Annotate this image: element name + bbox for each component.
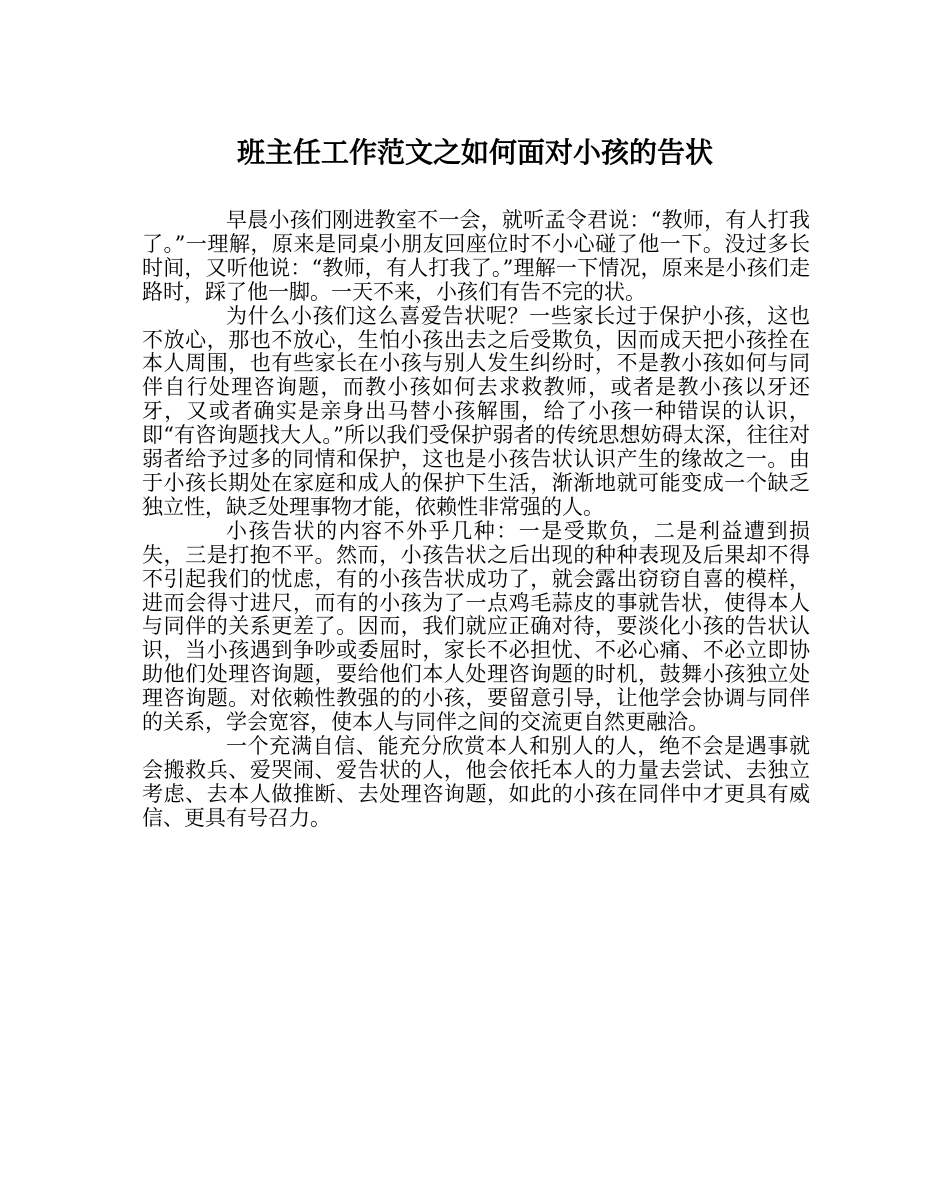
document-body	[142, 209, 810, 831]
paragraph-1: 早晨小孩们刚进教室不一会，就听孟令君说：“教师，有人打我了。”一理解，原来是同桌小朋友回座位时不小心碰了他一下。没过多长时间，又听他说：“教师，有人打我了。”理解一下情况，原来是小孩们走路时，踩了他一脚。一天不来，小孩们有告不完的状。	[142, 208, 810, 304]
page-title: 班主任工作范文之如何面对小孩的告状	[236, 136, 713, 169]
paragraph-4: 一个充满自信、能充分欣赏本人和别人的人，绝不会是遇事就会搬救兵、爱哭闹、爱告状的人，他会依托本人的力量去尝试、去独立考虑、去本人做推断、去处理咨询题，如此的小孩在同伴中才更具有威信、更具有号召力。	[142, 733, 810, 830]
paragraph-3: 小孩告状的内容不外乎几种：一是受欺负，二是利益遭到损失，三是打抱不平。然而，小孩告状之后出现的种种表现及后果却不得不引起我们的忧虑，有的小孩告状成功了，就会露出窃窃自喜的模样，进而会得寸进尺，而有的小孩为了一点鸡毛蒜皮的事就告状，使得本人与同伴的关系更差了。因而，我们就应正确对待，要淡化小孩的告状认识，当小孩遇到争吵或委屈时，家长不必担忧、不必心痛、不必立即协助他们处理咨询题，要给他们本人处理咨询题的时机，鼓舞小孩独立处理咨询题。对依赖性教强的的小孩，要留意引导，让他学会协调与同伴的关系，学会宽容，使本人与同伴之间的交流更自然更融洽。	[142, 518, 810, 735]
paragraph-2: 为什么小孩们这么喜爱告状呢？一些家长过于保护小孩，这也不放心，那也不放心，生怕小孩出去之后受欺负，因而成天把小孩拴在本人周围，也有些家长在小孩与别人发生纠纷时，不是教小孩如何与同伴自行处理咨询题，而教小孩如何去求救教师，或者是教小孩以牙还牙，又或者确实是亲身出马替小孩解围，给了小孩一种错误的认识，即“有咨询题找大人。”所以我们受保护弱者的传统思想妨碍太深，往往对弱者给予过多的同情和保护，这也是小孩告状认识产生的缘故之一。由于小孩长期处在家庭和成人的保护下生活，渐渐地就可能变成一个缺乏独立性，缺乏处理事物才能，依赖性非常强的人。	[142, 303, 810, 519]
